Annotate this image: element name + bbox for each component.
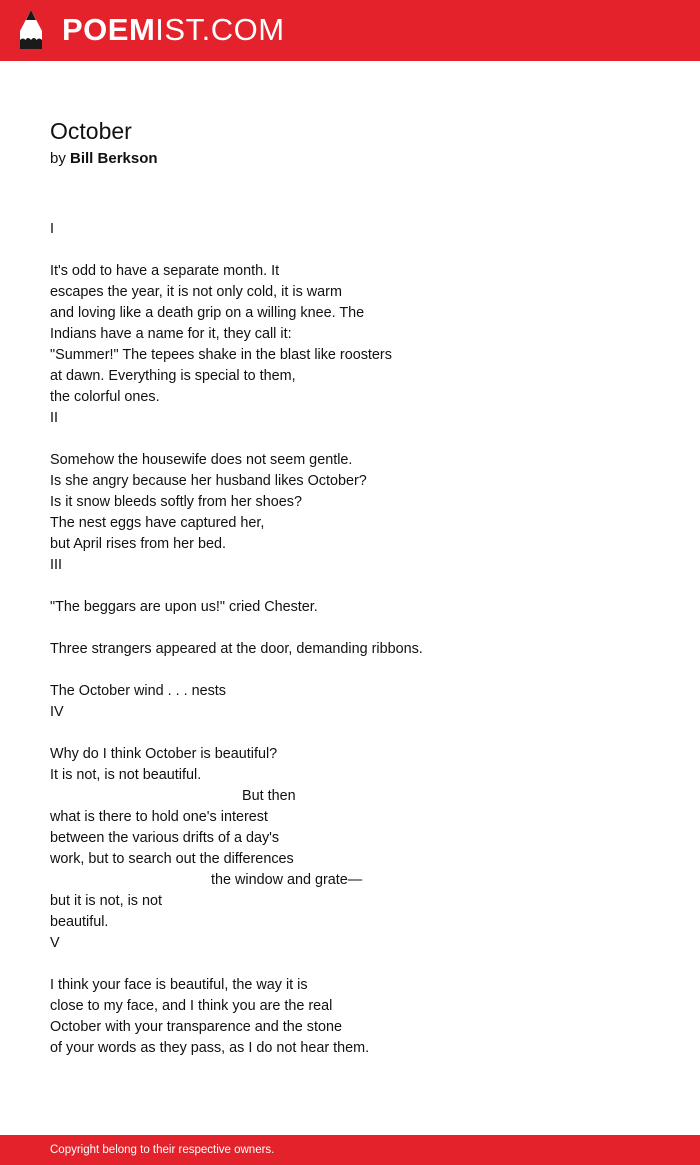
poem-line: It's odd to have a separate month. It	[50, 263, 280, 279]
poem-line: I think your face is beautiful, the way it is	[50, 977, 308, 993]
poem-line	[50, 576, 670, 597]
site-header	[0, 0, 700, 61]
poem-line: The nest eggs have captured her,	[50, 515, 265, 531]
poem-line	[50, 618, 670, 639]
pencil-icon[interactable]	[17, 9, 45, 51]
poem-line: "The beggars are upon us!" cried Chester.	[50, 599, 318, 615]
poem-title: October	[50, 118, 132, 144]
poem-line	[50, 240, 670, 261]
logo-bold-text: POEM	[62, 12, 156, 47]
poem-line: of your words as they pass, as I do not hear them.	[50, 1040, 370, 1056]
poem-line: III	[50, 557, 62, 573]
poem-line: the window and grate—	[211, 872, 363, 888]
poem-line: IV	[50, 704, 64, 720]
poem-line: at dawn. Everything is special to them,	[50, 368, 296, 384]
author-name: Bill Berkson	[70, 150, 158, 167]
poem-body	[50, 219, 670, 1059]
poem-line: But then	[242, 788, 296, 804]
poem-line	[50, 429, 670, 450]
poem-line: Is she angry because her husband likes October?	[50, 473, 367, 489]
poem-line: V	[50, 935, 60, 951]
poem-line	[50, 660, 670, 681]
poem-line: Why do I think October is beautiful?	[50, 746, 278, 762]
poem-line: what is there to hold one's interest	[50, 809, 268, 825]
site-footer	[0, 1135, 700, 1165]
poem-line: and loving like a death grip on a willing knee. The	[50, 305, 365, 321]
poem-line: close to my face, and I think you are the real	[50, 998, 333, 1014]
copyright-notice: Copyright belong to their respective owners.	[50, 1144, 275, 1156]
poem-line: "Summer!" The tepees shake in the blast like roosters	[50, 347, 392, 363]
poem-line: but it is not, is not	[50, 893, 162, 909]
poem-line: escapes the year, it is not only cold, it is warm	[50, 284, 342, 300]
poem-line: Is it snow bleeds softly from her shoes?	[50, 494, 302, 510]
poem-line	[50, 723, 670, 744]
poem-line: between the various drifts of a day's	[50, 830, 280, 846]
by-label: by	[50, 150, 66, 167]
poem-line: I	[50, 221, 54, 237]
poem-line: the colorful ones.	[50, 389, 160, 405]
poem-line	[50, 954, 670, 975]
poem-line: It is not, is not beautiful.	[50, 767, 202, 783]
byline	[50, 149, 158, 169]
poem-line: The October wind . . . nests	[50, 683, 226, 699]
logo-light-text: IST.COM	[155, 12, 285, 47]
poem-line: Indians have a name for it, they call it:	[50, 326, 292, 342]
site-logo[interactable]	[62, 12, 285, 48]
poem-line: work, but to search out the differences	[50, 851, 294, 867]
poem-line: October with your transparence and the stone	[50, 1019, 342, 1035]
poem-line: II	[50, 410, 58, 426]
poem-line: but April rises from her bed.	[50, 536, 226, 552]
poem-line: Somehow the housewife does not seem gentle.	[50, 452, 353, 468]
poem-line: Three strangers appeared at the door, demanding ribbons.	[50, 641, 423, 657]
poem-line: beautiful.	[50, 914, 109, 930]
